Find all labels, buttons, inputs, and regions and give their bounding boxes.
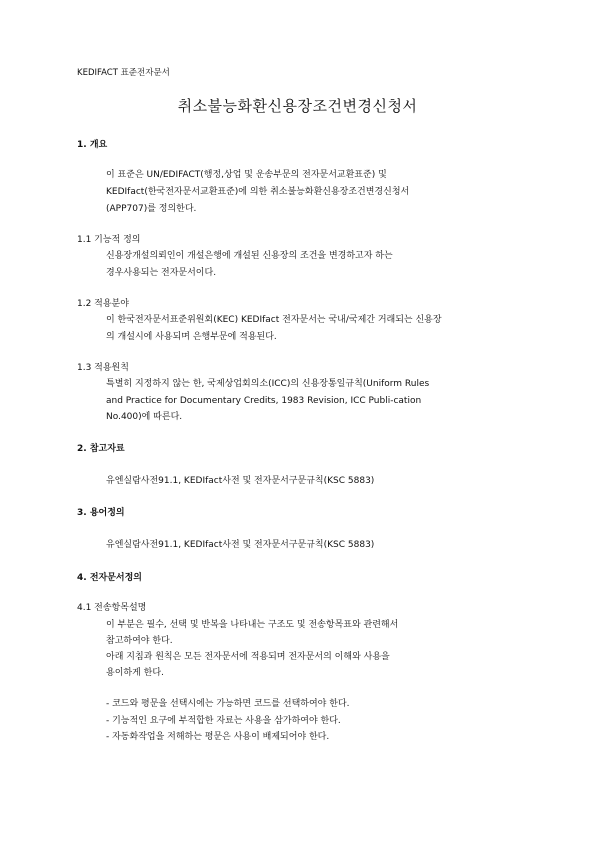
section-1-line-2: KEDIfact(한국전자문서교환표준)에 의한 취소불능화환신용장조건변경신청서	[106, 187, 410, 197]
section-1-1-line-2: 경우사용되는 전자문서이다.	[106, 268, 217, 278]
section-3-heading: 3. 용어정의	[77, 508, 125, 518]
section-1-3-line-3: No.400)에 따른다.	[106, 412, 183, 422]
section-4-1-line-3: 아래 지침과 원칙은 모든 전자문서에 적용되며 전자문서의 이해와 사용을	[106, 652, 390, 662]
section-4-1-line-2: 참고하여야 한다.	[106, 636, 173, 646]
section-4-1-line-4: 용이하게 한다.	[106, 668, 164, 678]
section-4-1-bullet-1: - 코드와 평문을 선택시에는 가능하면 코드를 선택하여야 한다.	[106, 699, 350, 709]
section-1-heading: 1. 개요	[77, 140, 108, 150]
section-1-line-1: 이 표준은 UN/EDIFACT(행정,상업 및 운송부문의 전자문서교환표준) 및	[106, 170, 387, 180]
section-1-2-line-2: 의 개설시에 사용되며 은행부문에 적용된다.	[106, 332, 277, 342]
section-2-line-1: 유엔실람사전91.1, KEDIfact사전 및 전자문서구문규칙(KSC 5883)	[106, 476, 375, 486]
section-4-1-bullet-3: - 자동화작업을 저해하는 평문은 사용이 배제되어야 한다.	[106, 732, 330, 742]
section-1-1-line-1: 신용장개설의뢰인이 개설은행에 개설된 신용장의 조건을 변경하고자 하는	[106, 251, 393, 261]
document-header: KEDIFACT 표준전자문서	[77, 68, 170, 78]
section-1-1-heading: 1.1 기능적 정의	[77, 235, 141, 245]
section-4-1-heading: 4.1 전송항목설명	[77, 603, 147, 613]
section-1-line-3: (APP707)를 정의한다.	[106, 204, 197, 214]
section-1-3-line-1: 특별히 지정하지 않는 한, 국제상업회의소(ICC)의 신용장통일규칙(Uniform Rules	[106, 379, 430, 389]
section-4-1-bullet-2: - 기능적인 요구에 부적합한 자료는 사용을 삼가하여야 한다.	[106, 716, 341, 726]
section-1-2-heading: 1.2 적용분야	[77, 299, 129, 309]
section-2-heading: 2. 참고자료	[77, 444, 125, 454]
section-3-line-1: 유엔실람사전91.1, KEDIfact사전 및 전자문서구문규칙(KSC 5883)	[106, 540, 375, 550]
section-4-heading: 4. 전자문서정의	[77, 573, 142, 583]
section-1-3-line-2: and Practice for Documentary Credits, 1983 Revision, ICC Publi-cation	[106, 396, 422, 406]
section-1-3-heading: 1.3 적용원칙	[77, 363, 129, 373]
section-1-2-line-1: 이 한국전자문서표준위원회(KEC) KEDIfact 전자문서는 국내/국제간 거래되는 신용장	[106, 315, 442, 325]
section-4-1-line-1: 이 부분은 필수, 선택 및 반복을 나타내는 구조도 및 전송항목표와 관련해서	[106, 620, 399, 630]
document-title: 취소불능화환신용장조건변경신청서	[177, 97, 418, 115]
